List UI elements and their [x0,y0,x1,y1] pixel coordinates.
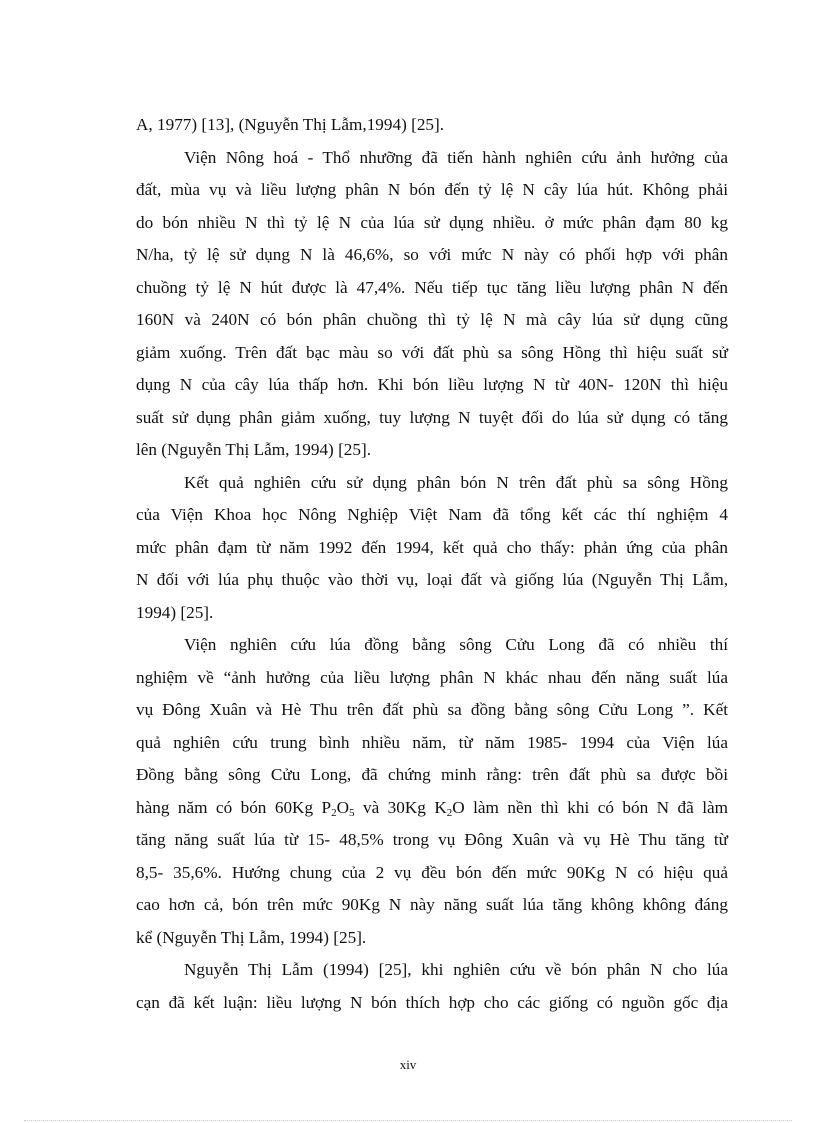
text-line: mức phân đạm từ năm 1992 đến 1994, kết quả cho thấy: phản ứng của phân [136,537,728,557]
subscript: 2 [446,806,453,819]
text-line: quả nghiên cứu trung bình nhiều năm, từ năm 1985- 1994 của Viện lúa [136,732,728,752]
page-number: xiv [399,1057,417,1072]
formula-part: O làm nền thì khi có bón N đã làm [452,797,728,817]
text-line: cao hơn cả, bón trên mức 90Kg N này năng suất lúa tăng không không đáng [136,895,728,914]
text-line: lên (Nguyễn Thị Lẫm, 1994) [25]. [136,440,372,459]
formula-part: hàng năm có bón 60Kg P [136,797,332,817]
text-line: Đồng bằng sông Cửu Long, đã chứng minh rằng: trên đất phù sa được bồi [136,765,728,784]
text-line: dụng N của cây lúa thấp hơn. Khi bón liều lượng N từ 40N- 120N thì hiệu [136,375,728,394]
text-line: suất sử dụng phân giảm xuống, tuy lượng N tuyệt đối do lúa sử dụng có tăng [136,407,728,427]
text-line: nghiệm về “ảnh hưởng của liều lượng phân N khác nhau đến năng suất lúa [136,667,728,687]
text-line: tăng năng suất lúa từ 15- 48,5% trong vụ Đông Xuân và vụ Hè Thu tăng từ [136,830,728,849]
text-line: vụ Đông Xuân và Hè Thu trên đất phù sa đồng bằng sông Cửu Long ”. Kết [136,700,728,719]
text-line: 1994) [25]. [136,602,214,622]
text-line: cạn đã kết luận: liều lượng N bón thích hợp cho các giống có nguồn gốc địa [136,992,728,1012]
text-line: A, 1977) [13], (Nguyễn Thị Lẫm,1994) [25]. [136,115,445,134]
text-line: kể (Nguyễn Thị Lẫm, 1994) [25]. [136,927,367,947]
text-line: Nguyễn Thị Lẫm (1994) [25], khi nghiên cứu về bón phân N cho lúa [184,960,728,979]
text-line: 8,5- 35,6%. Hướng chung của 2 vụ đều bón đến mức 90Kg N có hiệu quả [136,862,728,882]
text-line: Kết quả nghiên cứu sử dụng phân bón N trên đất phù sa sông Hồng [184,472,728,492]
text-line: Viện nghiên cứu lúa đồng bằng sông Cửu Long đã có nhiều thí [184,635,728,654]
text-line: N/ha, tỷ lệ sử dụng N là 46,6%, so với mức N này có phối hợp với phân [136,245,728,264]
subscript: 5 [349,806,355,819]
formula-line [136,793,728,823]
text-line: của Viện Khoa học Nông Nghiệp Việt Nam đã tổng kết các thí nghiệm 4 [136,505,728,524]
text-line: N đối với lúa phụ thuộc vào thời vụ, loại đất và giống lúa (Nguyễn Thị Lẫm, [136,570,728,589]
text-line: Viện Nông hoá - Thổ nhưỡng đã tiến hành nghiên cứu ảnh hưởng của [184,147,728,167]
subscript: 2 [331,806,337,819]
formula-part: O [336,797,350,817]
text-line: giảm xuống. Trên đất bạc màu so với đất phù sa sông Hồng thì hiệu suất sử [136,342,728,362]
text-line: do bón nhiều N thì tỷ lệ N của lúa sử dụng nhiều. ở mức phân đạm 80 kg [136,212,728,232]
text-line: chuồng tỷ lệ N hút được là 47,4%. Nếu tiếp tục tăng liều lượng phân N đến [136,277,728,297]
formula-part: và 30Kg K [354,797,447,817]
text-line: đất, mùa vụ và liều lượng phân N bón đến tỷ lệ N cây lúa hút. Không phải [136,180,728,199]
text-line: 160N và 240N có bón phân chuồng thì tỷ lệ N mà cây lúa sử dụng cũng [136,310,728,329]
page-divider [24,1120,792,1121]
